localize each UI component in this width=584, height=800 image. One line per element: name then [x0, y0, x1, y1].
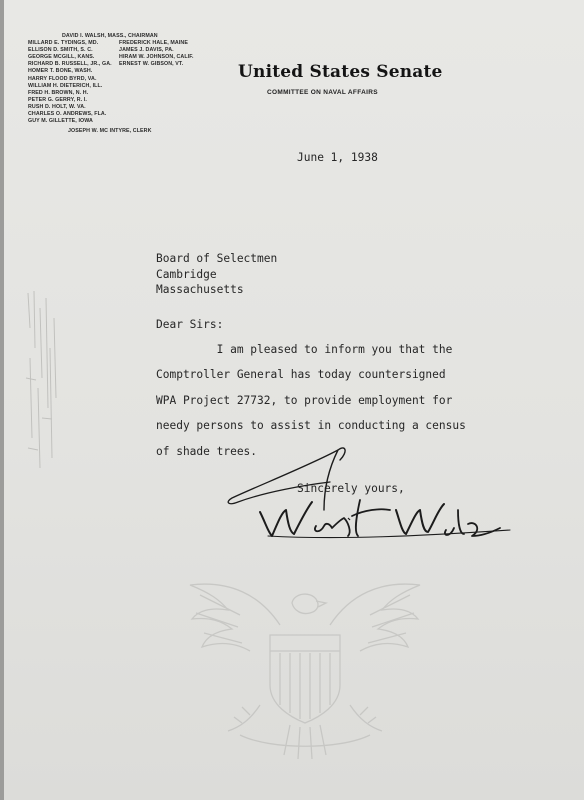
- body-line: needy persons to assist in conducting a census: [156, 419, 466, 432]
- member-name: HIRAM W. JOHNSON, CALIF.: [119, 54, 194, 61]
- recipient-address: [156, 251, 277, 298]
- clerk-name: JOSEPH W. MC INTYRE, CLERK: [68, 128, 152, 135]
- recipient-line: Massachusetts: [156, 283, 244, 296]
- page-edge: [0, 0, 4, 800]
- signature-image: [220, 440, 520, 550]
- recipient-line: Cambridge: [156, 267, 217, 281]
- member-name: GEORGE MCGILL, KANS.: [28, 54, 95, 61]
- members-left-column: [28, 40, 119, 125]
- body-line: of shade trees.: [156, 445, 258, 458]
- bleed-through-marks: [22, 288, 62, 488]
- member-name: RICHARD B. RUSSELL, JR., GA.: [28, 61, 112, 68]
- recipient-line: Board of Selectmen: [156, 252, 278, 265]
- member-name: FRED H. BROWN, N. H.: [28, 89, 89, 96]
- member-name: ELLISON D. SMITH, S. C.: [28, 47, 93, 54]
- member-name: WILLIAM H. DIETERICH, ILL.: [28, 82, 103, 89]
- senate-seal-watermark: [180, 555, 430, 770]
- salutation: Dear Sirs:: [156, 318, 224, 331]
- committee-name: COMMITTEE ON NAVAL AFFAIRS: [267, 89, 378, 96]
- member-name: PETER G. GERRY, R. I.: [28, 96, 88, 103]
- closing: Sincerely yours,: [297, 482, 405, 495]
- body-line: I am pleased to inform you that the: [156, 343, 453, 356]
- member-name: RUSH D. HOLT, W. VA.: [28, 103, 86, 110]
- member-name: MILLARD E. TYDINGS, MD.: [28, 40, 99, 47]
- chairman-name: DAVID I. WALSH, MASS., CHAIRMAN: [62, 33, 158, 39]
- member-name: FREDERICK HALE, MAINE: [119, 40, 188, 47]
- member-name: ERNEST W. GIBSON, VT.: [119, 61, 184, 68]
- committee-members-list: [28, 33, 218, 135]
- member-name: HARRY FLOOD BYRD, VA.: [28, 75, 97, 82]
- members-right-column: [119, 40, 218, 125]
- member-name: CHARLES O. ANDREWS, FLA.: [28, 111, 107, 118]
- body-line: WPA Project 27732, to provide employment for: [156, 394, 453, 407]
- member-name: HOMER T. BONE, WASH.: [28, 68, 93, 75]
- member-name: GUY M. GILLETTE, IOWA: [28, 118, 93, 125]
- member-name: JAMES J. DAVIS, PA.: [119, 47, 174, 54]
- body-line: Comptroller General has today countersigned: [156, 368, 446, 381]
- letterhead-title: United States Senate: [238, 62, 443, 82]
- letter-date: June 1, 1938: [297, 151, 378, 164]
